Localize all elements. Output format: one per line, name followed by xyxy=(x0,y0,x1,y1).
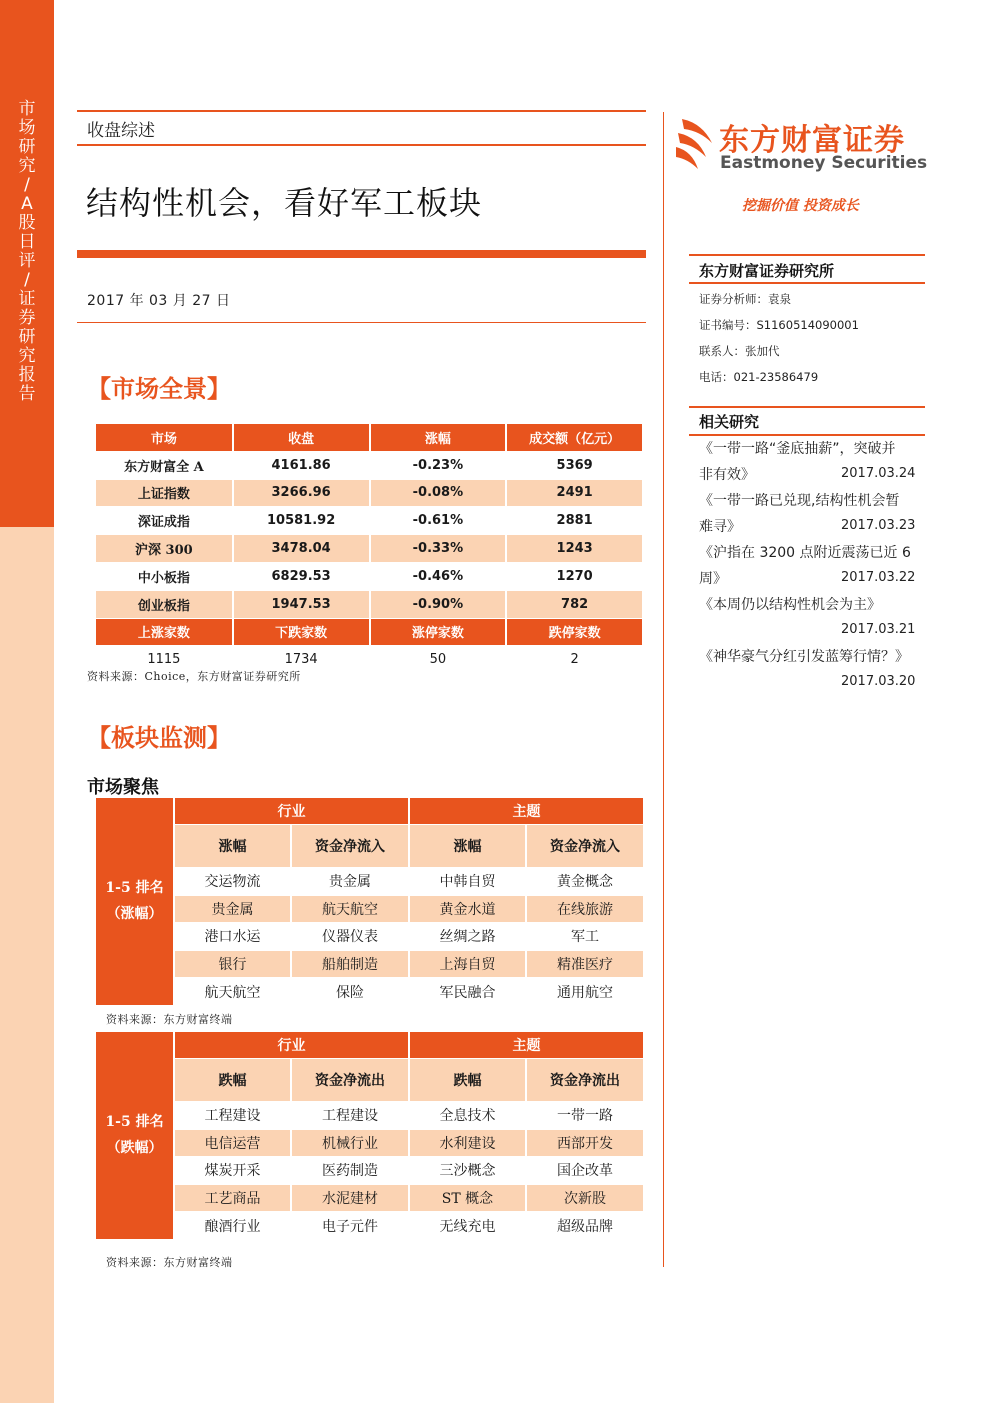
table-cell: 下跌家数 xyxy=(233,618,370,646)
table-row xyxy=(96,479,643,507)
related-item-title[interactable] xyxy=(699,644,919,670)
date-rule xyxy=(77,322,646,323)
table-cell: 涨幅 xyxy=(174,825,291,868)
sidebar-char: 日 xyxy=(18,232,36,252)
table-row xyxy=(96,978,644,1006)
table-cell: 10581.92 xyxy=(233,507,370,535)
table-cell: 1115 xyxy=(96,646,233,674)
table-cell: 上证指数 xyxy=(96,479,233,507)
sidebar-strip-light xyxy=(0,527,54,1403)
related-item-title-line: 《神华豪气分红引发蓝筹行情？》 xyxy=(699,649,909,665)
brand-logo-icon xyxy=(672,113,716,171)
table-cell: 精准医疗 xyxy=(526,950,644,978)
table-cell: 深证成指 xyxy=(96,507,233,535)
table-row xyxy=(96,868,644,896)
market-source: 资料来源：Choice，东方财富证券研究所 xyxy=(87,670,301,683)
table-cell: 3478.04 xyxy=(233,535,370,563)
related-item-title-line: 《一带一路已兑现,结构性机会暂 xyxy=(699,493,900,509)
related-item-date: 2017.03.22 xyxy=(841,570,916,585)
table-cell: 1734 xyxy=(233,646,370,674)
table-row xyxy=(96,618,643,646)
table-cell: 国企改革 xyxy=(526,1157,644,1185)
related-item-date: 2017.03.21 xyxy=(841,622,916,637)
table-cell: 无线充电 xyxy=(409,1212,526,1240)
cert-number: 证书编号：S1160514090001 xyxy=(699,318,859,332)
table-cell: -0.61% xyxy=(370,507,507,535)
sidebar-char: 研 xyxy=(18,327,36,347)
table-cell: 机械行业 xyxy=(291,1129,409,1157)
sidebar-category-text xyxy=(0,100,54,404)
table-cell: -0.33% xyxy=(370,535,507,563)
table-row xyxy=(96,798,644,825)
table-row xyxy=(96,451,643,479)
table-cell: 交运物流 xyxy=(174,868,291,896)
table-cell: 航天航空 xyxy=(174,978,291,1006)
market-table xyxy=(96,424,644,674)
sidebar-char: 研 xyxy=(18,137,36,157)
table-row xyxy=(96,923,644,951)
table-cell: 黄金概念 xyxy=(526,868,644,896)
table-row xyxy=(96,895,644,923)
table-cell: 涨幅 xyxy=(370,424,507,451)
table-cell: 创业板指 xyxy=(96,590,233,618)
sidebar-char: / xyxy=(24,175,30,195)
table-cell: 5369 xyxy=(506,451,643,479)
related-item-title[interactable] xyxy=(699,592,919,618)
table-cell: 2491 xyxy=(506,479,643,507)
table-cell: 丝绸之路 xyxy=(409,923,526,951)
table-cell: 港口水运 xyxy=(174,923,291,951)
table-cell: 贵金属 xyxy=(174,895,291,923)
table-cell: 上涨家数 xyxy=(96,618,233,646)
table-row xyxy=(96,1032,644,1059)
analyst-name: 证券分析师：袁泉 xyxy=(699,292,791,306)
table-cell: 贵金属 xyxy=(291,868,409,896)
table-cell: 工程建设 xyxy=(291,1102,409,1130)
sector-loss-table xyxy=(96,1032,645,1240)
table-cell: 超级品牌 xyxy=(526,1212,644,1240)
sidebar-char: 场 xyxy=(18,118,36,138)
table-cell: 西部开发 xyxy=(526,1129,644,1157)
table-cell: 东方财富全 A xyxy=(96,451,233,479)
rank-label xyxy=(96,798,174,1005)
related-item-date: 2017.03.24 xyxy=(841,466,916,481)
table-row xyxy=(96,825,644,868)
table-row xyxy=(96,562,643,590)
related-item-title-line: 非有效》 xyxy=(699,467,755,483)
related-item-title-line: 《一带一路“釜底抽薪”，突破并 xyxy=(699,441,896,457)
table-cell: 三沙概念 xyxy=(409,1157,526,1185)
institute-top-rule xyxy=(689,254,925,256)
table-cell: 涨停家数 xyxy=(370,618,507,646)
table-row xyxy=(96,1184,644,1212)
table-row xyxy=(96,535,643,563)
table-cell: 1947.53 xyxy=(233,590,370,618)
sidebar-char: 究 xyxy=(18,346,36,366)
table-cell: 涨幅 xyxy=(409,825,526,868)
table-cell: 水利建设 xyxy=(409,1129,526,1157)
table-cell: 行业 xyxy=(174,798,409,825)
table-cell: 银行 xyxy=(174,950,291,978)
table-cell: 上海自贸 xyxy=(409,950,526,978)
sidebar-char: 报 xyxy=(18,365,36,385)
related-item-title-line: 周》 xyxy=(699,571,727,587)
table-cell: 行业 xyxy=(174,1032,409,1059)
table-cell: 2881 xyxy=(506,507,643,535)
table-cell: -0.46% xyxy=(370,562,507,590)
table-cell: ST 概念 xyxy=(409,1184,526,1212)
related-item-title-line: 难寻》 xyxy=(699,519,741,535)
brand-name-en: Eastmoney Securities xyxy=(720,153,928,173)
sidebar-char: / xyxy=(24,270,30,290)
related-item-title-line: 《沪指在 3200 点附近震荡已近 6 xyxy=(699,545,911,561)
table-cell: 通用航空 xyxy=(526,978,644,1006)
table-cell: 船舶制造 xyxy=(291,950,409,978)
sidebar-char: 股 xyxy=(18,213,36,233)
table-cell: -0.23% xyxy=(370,451,507,479)
header-top-rule xyxy=(77,110,646,112)
phone-number: 电话：021-23586479 xyxy=(699,370,819,384)
table-cell: 电信运营 xyxy=(174,1129,291,1157)
table-row xyxy=(96,1129,644,1157)
table-cell: 4161.86 xyxy=(233,451,370,479)
table-row xyxy=(96,1157,644,1185)
table-cell: 跌幅 xyxy=(409,1059,526,1102)
sidebar-char: A xyxy=(21,194,33,214)
table-cell: 煤炭开采 xyxy=(174,1157,291,1185)
sidebar-char: 市 xyxy=(18,99,36,119)
related-item-date: 2017.03.23 xyxy=(841,518,916,533)
table-cell: 医药制造 xyxy=(291,1157,409,1185)
rank-label-line: （涨幅） xyxy=(106,906,163,923)
table-cell: 1243 xyxy=(506,535,643,563)
sidebar-char: 告 xyxy=(18,384,36,404)
table-cell: 3266.96 xyxy=(233,479,370,507)
table-cell: 成交额（亿元） xyxy=(506,424,643,451)
header-rule xyxy=(77,144,646,146)
sidebar-char: 券 xyxy=(18,308,36,328)
brand-slogan: 挖掘价值 投资成长 xyxy=(742,198,859,214)
table-cell: 资金净流出 xyxy=(291,1059,409,1102)
institute-rule xyxy=(689,282,925,284)
column-divider xyxy=(663,112,664,1267)
table-cell: 主题 xyxy=(409,798,644,825)
table-cell: 一带一路 xyxy=(526,1102,644,1130)
market-heading: 【市场全景】 xyxy=(87,374,231,403)
table-cell: 主题 xyxy=(409,1032,644,1059)
table-cell: 全息技术 xyxy=(409,1102,526,1130)
contact-name: 联系人：张加代 xyxy=(699,344,780,358)
table-row xyxy=(96,507,643,535)
table-cell: 50 xyxy=(370,646,507,674)
table-row xyxy=(96,590,643,618)
table-cell: 市场 xyxy=(96,424,233,451)
loss-source: 资料来源：东方财富终端 xyxy=(106,1256,233,1269)
table-cell: 782 xyxy=(506,590,643,618)
gain-source: 资料来源：东方财富终端 xyxy=(106,1013,233,1026)
related-item-date: 2017.03.20 xyxy=(841,674,916,689)
table-cell: 中小板指 xyxy=(96,562,233,590)
table-cell: 黄金水道 xyxy=(409,895,526,923)
table-cell: 2 xyxy=(506,646,643,674)
table-cell: 仪器仪表 xyxy=(291,923,409,951)
section-label: 收盘综述 xyxy=(87,121,155,141)
table-row xyxy=(96,424,643,451)
table-cell: 酿酒行业 xyxy=(174,1212,291,1240)
table-cell: 6829.53 xyxy=(233,562,370,590)
table-cell: 资金净流入 xyxy=(526,825,644,868)
sector-gain-table xyxy=(96,798,645,1006)
table-cell: 收盘 xyxy=(233,424,370,451)
rank-label xyxy=(96,1032,174,1239)
table-row xyxy=(96,950,644,978)
table-cell: 次新股 xyxy=(526,1184,644,1212)
related-item-title-line: 《本周仍以结构性机会为主》 xyxy=(699,597,881,613)
table-cell: 军工 xyxy=(526,923,644,951)
table-cell: 工艺商品 xyxy=(174,1184,291,1212)
table-cell: 水泥建材 xyxy=(291,1184,409,1212)
table-row xyxy=(96,1102,644,1130)
table-cell: 沪深 300 xyxy=(96,535,233,563)
institute-name: 东方财富证券研究所 xyxy=(699,262,835,280)
table-cell: -0.90% xyxy=(370,590,507,618)
table-row xyxy=(96,1059,644,1102)
table-cell: 工程建设 xyxy=(174,1102,291,1130)
rank-label-line: 1-5 排名 xyxy=(105,1114,164,1131)
brand-name-cn: 东方财富证券 xyxy=(719,123,905,158)
table-cell: 跌幅 xyxy=(174,1059,291,1102)
sidebar-char: 评 xyxy=(18,251,36,271)
title-thick-rule xyxy=(77,250,646,258)
related-research-title: 相关研究 xyxy=(699,413,760,431)
table-cell: -0.08% xyxy=(370,479,507,507)
table-cell: 电子元件 xyxy=(291,1212,409,1240)
sidebar-char: 究 xyxy=(18,156,36,176)
related-top-rule xyxy=(689,406,925,408)
table-cell: 资金净流入 xyxy=(291,825,409,868)
report-title: 结构性机会，看好军工板块 xyxy=(86,184,483,222)
table-cell: 航天航空 xyxy=(291,895,409,923)
table-cell: 在线旅游 xyxy=(526,895,644,923)
sidebar-char: 证 xyxy=(18,289,36,309)
table-cell: 跌停家数 xyxy=(506,618,643,646)
table-row xyxy=(96,1212,644,1240)
table-cell: 1270 xyxy=(506,562,643,590)
table-cell: 资金净流出 xyxy=(526,1059,644,1102)
rank-label-line: （跌幅） xyxy=(106,1140,163,1157)
report-date: 2017 年 03 月 27 日 xyxy=(87,293,231,309)
rank-label-line: 1-5 排名 xyxy=(105,880,164,897)
market-focus-heading: 市场聚焦 xyxy=(87,777,159,798)
sector-heading: 【板块监测】 xyxy=(87,723,231,752)
table-cell: 军民融合 xyxy=(409,978,526,1006)
table-cell: 保险 xyxy=(291,978,409,1006)
table-cell: 中韩自贸 xyxy=(409,868,526,896)
